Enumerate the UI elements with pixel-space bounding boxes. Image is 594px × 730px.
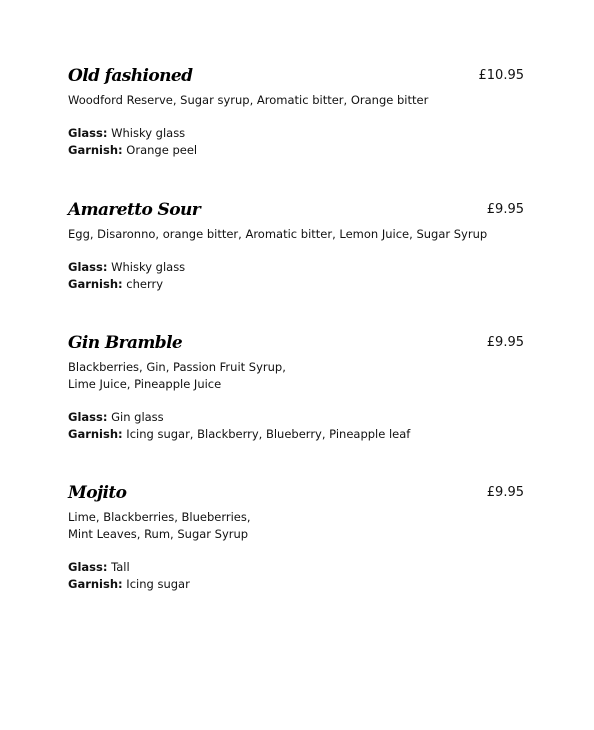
glass-value: Tall (111, 560, 130, 574)
item-details (68, 259, 524, 293)
glass-value: Whisky glass (111, 126, 186, 140)
garnish-label: Garnish: (68, 277, 123, 291)
garnish-line (68, 142, 524, 159)
item-header (68, 331, 524, 359)
glass-label: Glass: (68, 560, 108, 574)
item-price: £10.95 (478, 68, 524, 83)
garnish-line (68, 276, 524, 293)
item-header (68, 64, 524, 92)
glass-value: Gin glass (111, 410, 164, 424)
glass-label: Glass: (68, 410, 108, 424)
garnish-line (68, 426, 524, 443)
glass-value: Whisky glass (111, 260, 186, 274)
garnish-value: cherry (126, 277, 164, 291)
item-details (68, 125, 524, 159)
glass-line (68, 409, 524, 426)
item-price: £9.95 (486, 485, 524, 500)
item-ingredients: Egg, Disaronno, orange bitter, Aromatic bitter, Lemon Juice, Sugar Syrup (68, 227, 488, 241)
item-details (68, 409, 524, 443)
item-price: £9.95 (486, 202, 524, 217)
glass-line (68, 125, 524, 142)
glass-line (68, 559, 524, 576)
garnish-value: Orange peel (126, 143, 198, 157)
garnish-line (68, 576, 524, 593)
garnish-value: Icing sugar, Blackberry, Blueberry, Pineapple leaf (126, 427, 411, 441)
garnish-label: Garnish: (68, 577, 123, 591)
glass-label: Glass: (68, 126, 108, 140)
item-price: £9.95 (486, 335, 524, 350)
item-header (68, 198, 524, 226)
item-ingredients: Blackberries, Gin, Passion Fruit Syrup, Lime Juice, Pineapple Juice (68, 360, 286, 391)
glass-line (68, 259, 524, 276)
item-details (68, 559, 524, 593)
garnish-label: Garnish: (68, 427, 123, 441)
item-name: Amaretto Sour (68, 200, 201, 220)
item-header (68, 481, 524, 509)
menu-item-amaretto-sour (68, 198, 524, 293)
item-name: Old fashioned (68, 66, 193, 86)
item-name: Mojito (68, 483, 127, 503)
item-name: Gin Bramble (68, 333, 183, 353)
item-ingredients: Woodford Reserve, Sugar syrup, Aromatic bitter, Orange bitter (68, 93, 429, 107)
menu-item-mojito (68, 481, 524, 593)
menu-item-old-fashioned (68, 64, 524, 159)
garnish-value: Icing sugar (126, 577, 190, 591)
item-ingredients: Lime, Blackberries, Blueberries, Mint Leaves, Rum, Sugar Syrup (68, 510, 251, 541)
garnish-label: Garnish: (68, 143, 123, 157)
menu-item-gin-bramble (68, 331, 524, 443)
glass-label: Glass: (68, 260, 108, 274)
